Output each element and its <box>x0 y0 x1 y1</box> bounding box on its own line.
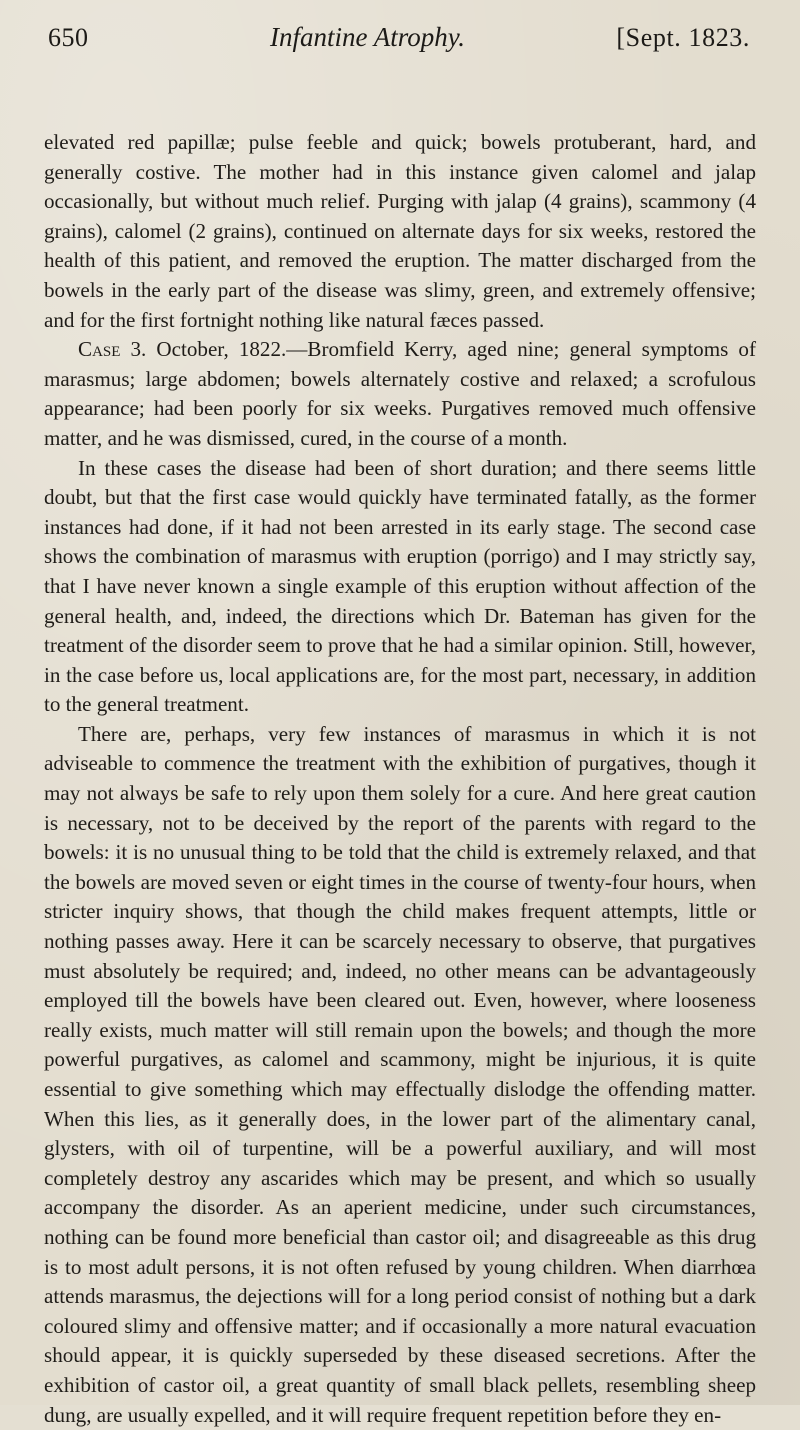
paragraph-continued <box>44 128 756 335</box>
case-label: Case 3. <box>78 337 147 362</box>
body-text <box>44 128 756 1430</box>
page-number: 650 <box>48 23 89 52</box>
paragraph-treatment <box>44 720 756 1430</box>
running-head <box>44 22 756 82</box>
paragraph-text: October, 1822.—Bromfield Kerry, aged nine; general symptoms of marasmus; large abdomen; bowels alternately costive and relaxed; a scrofulous appearance; had been poorly for six weeks. Purgatives removed much offensive matter, and he was dismissed, cured, in the course of a month. <box>44 337 756 450</box>
paragraph-text: There are, perhaps, very few instances of marasmus in which it is not adviseable to commence the treatment with the exhibition of purgatives, though it may not always be safe to rely upon them solely for a cure. And here great caution is necessary, not to be deceived by the report of the parents with regard to the bowels: it is no unusual thing to be told that the child is extremely relaxed, and that the bowels are moved seven or eight times in the course of twenty-four hours, when stricter inquiry shows, that though the child makes frequent attempts, little or nothing passes away. Here it can be scarcely necessary to observe, that purgatives must absolutely be required; and, indeed, no other means can be advantageously employed till the bowels have been cleared out. Even, however, where looseness really exists, much matter will still remain upon the bowels; and though the more powerful purgatives, as calomel and scammony, might be injurious, it is quite essential to give something which may effectually dislodge the offending matter. When this lies, as it generally does, in the lower part of the alimentary canal, glysters, with oil of turpentine, will be a powerful auxiliary, and will most completely destroy any ascarides which may be present, and which so usually accompany the disorder. As an aperient medicine, under such circumstances, nothing can be found more beneficial than castor oil; and disagreeable as this drug is to most adult persons, it is not often refused by young children. When diarrhœa attends marasmus, the dejections will for a long period consist of nothing but a dark coloured slimy and offensive matter; and if occasionally a more natural evacuation should appear, it is quickly superseded by these diseased secretions. After the exhibition of castor oil, a great quantity of small black pellets, resembling sheep dung, are usually expelled, and it will require frequent repetition before they en- <box>44 721 756 1427</box>
paragraph-case-3 <box>44 335 756 453</box>
paragraph-text: In these cases the disease had been of short duration; and there seems little doubt, but that the first case would quickly have terminated fatally, as the former instances had done, if it had not been arrested in its early stage. The second case shows the combination of marasmus with eruption (porrigo) and I may strictly say, that I have never known a single example of this eruption without affection of the general health, and, indeed, the directions which Dr. Bateman has given for the treatment of the disorder seem to prove that he had a similar opinion. Still, however, in the case before us, local applications are, for the most part, necessary, in addition to the general treatment. <box>44 455 756 717</box>
running-date: [Sept. 1823. <box>616 23 750 52</box>
paragraph-text: elevated red papillæ; pulse feeble and quick; bowels protuberant, hard, and generally costive. The mother had in this instance given calomel and jalap occasionally, but without much relief. Purging with jalap (4 grains), scammony (4 grains), calomel (2 grains), continued on alternate days for six weeks, restored the health of this patient, and removed the eruption. The matter discharged from the bowels in the early part of the disease was slimy, green, and extremely offensive; and for the first fortnight nothing like natural fæces passed. <box>44 130 756 332</box>
paragraph-discussion <box>44 454 756 720</box>
running-title: Infantine Atrophy. <box>269 22 465 52</box>
